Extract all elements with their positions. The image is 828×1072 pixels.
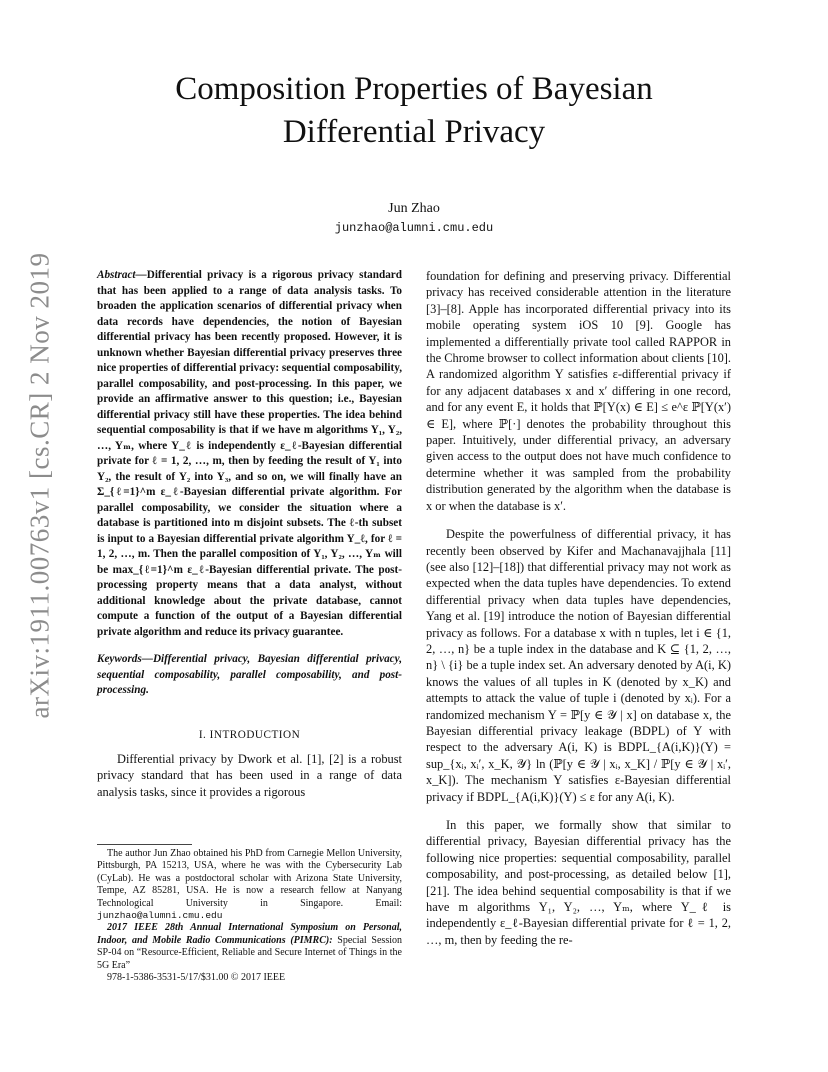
paper-title-line-2: Differential Privacy xyxy=(282,114,546,150)
footnote-conference xyxy=(97,922,402,972)
footnote-author-affiliation xyxy=(97,848,402,922)
intro-paragraph-left: Differential privacy by Dwork et al. [1], [2] is a robust privacy standard that has been used in a range of data analysis tasks, since it provides a rigorous xyxy=(97,751,402,799)
arxiv-identifier-text: arXiv:1911.00763v1 [cs.CR] 2 Nov 2019 xyxy=(24,252,55,718)
arxiv-identifier-stamp xyxy=(20,252,60,718)
footnote-conference-name: 2017 IEEE 28th Annual International Symposium on Personal, Indoor, and Mobile Radio Communications (PIMRC): xyxy=(97,922,402,946)
paper-title xyxy=(0,68,828,154)
intro-paragraph-2: Despite the powerfulness of differential privacy, it has recently been observed by Kifer and Machanavajjhala [11] (see also [12]–[18]) that differential privacy may not work as expected when the data tuples have dependencies. To extend differential privacy when data tuples have dependencies, Yang et al. [19] introduce the notion of Bayesian differential privacy as follows. For a database x with n tuples, let i ∈ {1, 2, …, n} be a tuple index in the database and K ⊆ {1, 2, …, n} \ {i} be a tuple index set. An adversary denoted by A(i, K) knows the values of all tuples in K (denoted by x_K) and attempts to attack the value of tuple i (denoted by xᵢ). For a randomized mechanism Y = ℙ[y ∈ 𝒴 | x] on database x, the Bayesian differential privacy leakage (BDPL) of Y with respect to the adversary A(i, K) is BDPL_{A(i,K)}(Y) = sup_{xᵢ, xᵢ′, x_K, 𝒴} ln (ℙ[y ∈ 𝒴 | xᵢ, x_K] / ℙ[y ∈ 𝒴 | xᵢ′, x_K]). The mechanism Y satisfies ε-Bayesian differential privacy if BDPL_{A(i,K)}(Y) ≤ ε for any A(i, K). xyxy=(426,527,731,804)
intro-paragraph-3: In this paper, we formally show that similar to differential privacy, Bayesian differential privacy has the following nice properties: sequential composability, parallel composability, and post-processing, as detailed below [1], [21]. The idea behind sequential composability is that if we have m algorithms Y₁, Y₂, …, Yₘ, where Y_ℓ is independently ε_ℓ-Bayesian differential private for ℓ = 1, 2, …, m, then by feeding the re- xyxy=(426,818,731,947)
section-heading-introduction: I. INTRODUCTION xyxy=(198,728,301,741)
keywords: Keywords—Differential privacy, Bayesian differential privacy, sequential composability, parallel composability, and post-processing. xyxy=(97,653,402,696)
paper-title-line-1: Composition Properties of Bayesian xyxy=(175,71,653,107)
abstract-label: Abstract— xyxy=(97,269,147,281)
footnote-author-text: The author Jun Zhao obtained his PhD from Carnegie Mellon University, Pittsburgh, PA 15213, USA, where he was with the Cybersecurity Lab (CyLab). He was a postdoctoral scholar with Arizona State University, Tempe, AZ 85281, USA. He is now a research fellow at Nanyang Technological University in Singapore. Email: xyxy=(97,848,402,909)
right-column xyxy=(426,268,731,948)
abstract-body: Differential privacy is a rigorous privacy standard that has been applied to a range of data analysis tasks. To broaden the application scenarios of differential privacy when data records have dependencies, the notion of Bayesian differential privacy has been recently proposed. However, it is unknown whether Bayesian differential privacy preserves three nice properties of differential privacy: sequential composability, parallel composability, and post-processing. In this paper, we provide an affirmative answer to this question; i.e., Bayesian differential privacy still have these properties. The idea behind sequential composability is that if we have m algorithms Y₁, Y₂, …, Yₘ, where Y_ℓ is independently ε_ℓ-Bayesian differential private for ℓ = 1, 2, …, m, then by feeding the result of Y₁ into Y₂, the result of Y₂ into Y₃, and so on, we will finally have an Σ_{ℓ=1}^m ε_ℓ-Bayesian differential private algorithm. For parallel composability, we consider the situation where a database is partitioned into m disjoint subsets. The ℓ-th subset is input to a Bayesian differential private algorithm Y_ℓ, for ℓ = 1, 2, …, m. Then the parallel composition of Y₁, Y₂, …, Yₘ will be max_{ℓ=1}^m ε_ℓ-Bayesian differential private. The post-processing property means that a data analyst, without additional knowledge about the private database, cannot compute a function of the output of a Bayesian differential private algorithm and reduce its privacy guarantee. xyxy=(97,269,402,638)
author-email: junzhao@alumni.cmu.edu xyxy=(334,221,494,235)
copyright-notice: 978-1-5386-3531-5/17/$31.00 © 2017 IEEE xyxy=(107,972,286,984)
author-name: Jun Zhao xyxy=(388,201,440,216)
intro-paragraph-1: foundation for defining and preserving privacy. Differential privacy has received considerable attention in the literature [3]–[8]. Apple has incorporated differential privacy into its mobile operating system iOS 10 [9]. Google has implemented a differentially private tool called RAPPOR in the Chrome browser to collect information about clients [10]. A randomized algorithm Y satisfies ε-differential privacy if for any adjacent databases x and x′ differing in one record, and for any event E, it holds that ℙ[Y(x) ∈ E] ≤ e^ε ℙ[Y(x′) ∈ E], where ℙ[·] denotes the probability throughout this paper. Intuitively, under differential privacy, an adversary given access to the output does not have much confidence to determine whether it was sampled from the probability distribution generated by the algorithm when the database is x or when the database is x′. xyxy=(426,269,731,513)
footnote-divider xyxy=(97,844,192,845)
footnotes xyxy=(97,848,402,984)
left-column xyxy=(97,268,402,800)
footnote-session: Special Session SP-04 on “Resource-Efficient, Reliable and Secure Internet of Things in the 5G Era” xyxy=(97,934,402,971)
footnote-email: junzhao@alumni.cmu.edu xyxy=(97,910,223,922)
abstract xyxy=(97,268,402,640)
